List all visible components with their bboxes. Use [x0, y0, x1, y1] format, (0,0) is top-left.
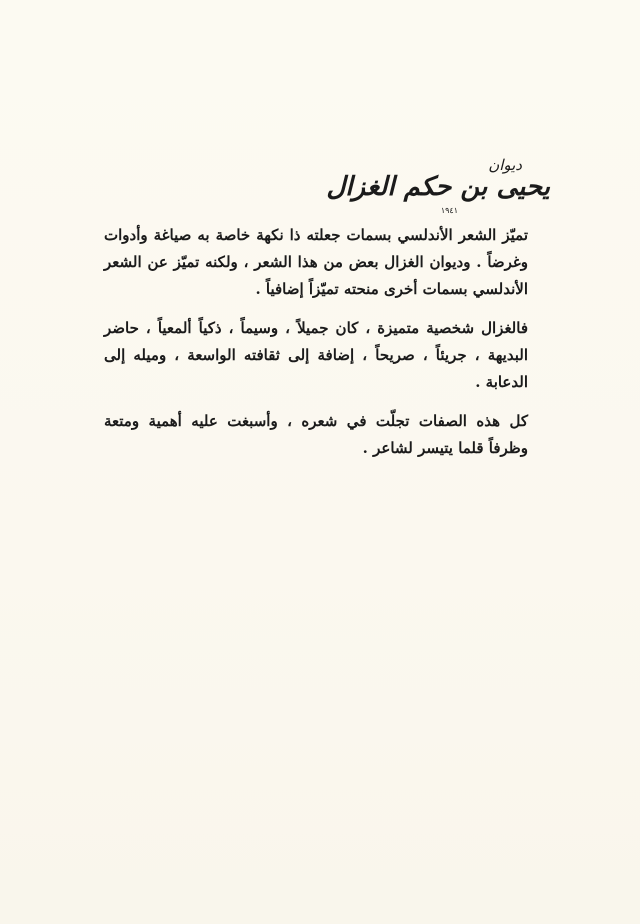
- text-body: [104, 222, 528, 474]
- title-number: ١٩٤١: [440, 206, 458, 215]
- paragraph-1: تميّز الشعر الأندلسي بسمات جعلته ذا نكهة خاصة به صياغة وأدوات وغرضاً . وديوان الغزال بعض من هذا الشعر ، ولكنه تميّز عن الشعر الأندلسي بسمات أخرى منحته تميّزاً إضافياً .: [104, 226, 528, 298]
- diwan-label: ديوان: [488, 156, 522, 174]
- paragraph-3: كل هذه الصفات تجلّت في شعره ، وأسبغت عليه أهمية ومتعة وظرفاً قلما يتيسر لشاعر .: [104, 412, 528, 457]
- diwan-title-calligraphy: [326, 156, 550, 216]
- paragraph-2: فالغزال شخصية متميزة ، كان جميلاً ، وسيماً ، ذكياً ألمعياً ، حاضر البديهة ، جريئاً ، صريحاً ، إضافة إلى ثقافته الواسعة ، وميله إلى الدعابة .: [104, 319, 528, 391]
- poet-name: يحيى بن حكم الغزال: [326, 172, 550, 202]
